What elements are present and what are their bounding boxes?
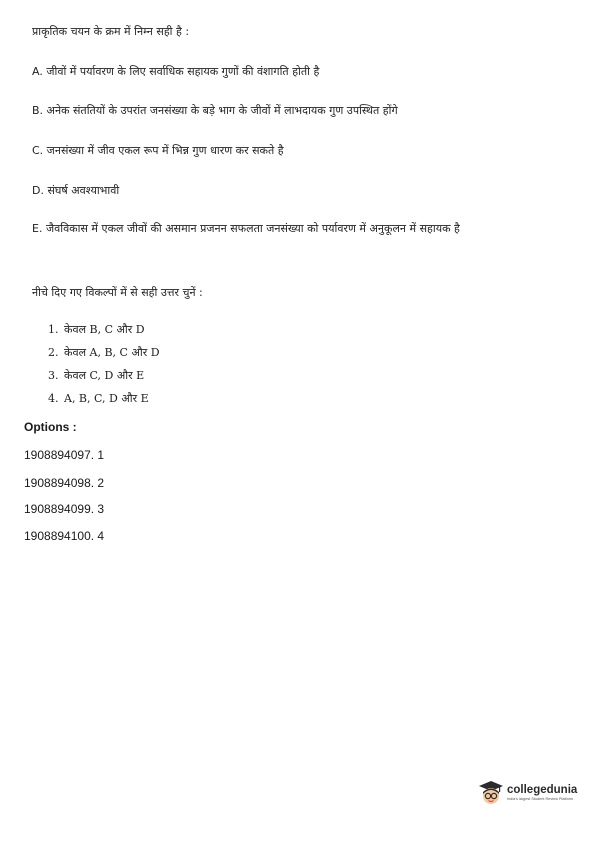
choice-item <box>48 345 160 368</box>
option-item[interactable]: 1908894098. 2 <box>24 476 105 490</box>
choice-prompt: नीचे दिए गए विकल्पों में से सही उत्तर चुनें : <box>32 286 203 299</box>
statement-e: E. जैवविकास में एकल जीवों की असमान प्रजनन सफलता जनसंख्या को पर्यावरण में अनुकूलन में सहायक है <box>32 222 460 235</box>
options-heading: Options : <box>24 420 77 434</box>
collegedunia-brand <box>478 776 588 810</box>
choice-list <box>48 322 160 414</box>
statement-c: C. जनसंख्या में जीव एकल रूप में भिन्न गुण धारण कर सकते है <box>32 144 284 157</box>
choice-item <box>48 322 160 345</box>
brand-tagline: India's largest Student Review Platform <box>507 797 574 801</box>
choice-number: 1. <box>48 323 59 336</box>
choice-text: केवल B, C और D <box>64 323 145 336</box>
option-item[interactable]: 1908894097. 1 <box>24 448 105 462</box>
statement-a: A. जीवों में पर्यावरण के लिए सर्वाधिक सहायक गुणों की वंशागति होती है <box>32 65 320 78</box>
choice-number: 4. <box>48 392 59 405</box>
graduate-mascot-icon <box>478 780 504 806</box>
choice-number: 3. <box>48 369 59 382</box>
question-intro: प्राकृतिक चयन के क्रम में निम्न सही है : <box>32 25 190 38</box>
option-item[interactable]: 1908894099. 3 <box>24 502 105 516</box>
choice-item <box>48 391 160 414</box>
choice-item <box>48 368 160 391</box>
choice-text: केवल A, B, C और D <box>64 346 160 359</box>
statement-b: B. अनेक संततियों के उपरांत जनसंख्या के बड़े भाग के जीवों में लाभदायक गुण उपस्थित होंगे <box>32 104 398 117</box>
choice-text: A, B, C, D और E <box>64 392 149 405</box>
brand-name: collegedunia <box>507 784 578 796</box>
statement-d: D. संघर्ष अवश्याभावी <box>32 184 120 197</box>
choice-text: केवल C, D और E <box>64 369 145 382</box>
choice-number: 2. <box>48 346 59 359</box>
option-item[interactable]: 1908894100. 4 <box>24 529 105 543</box>
